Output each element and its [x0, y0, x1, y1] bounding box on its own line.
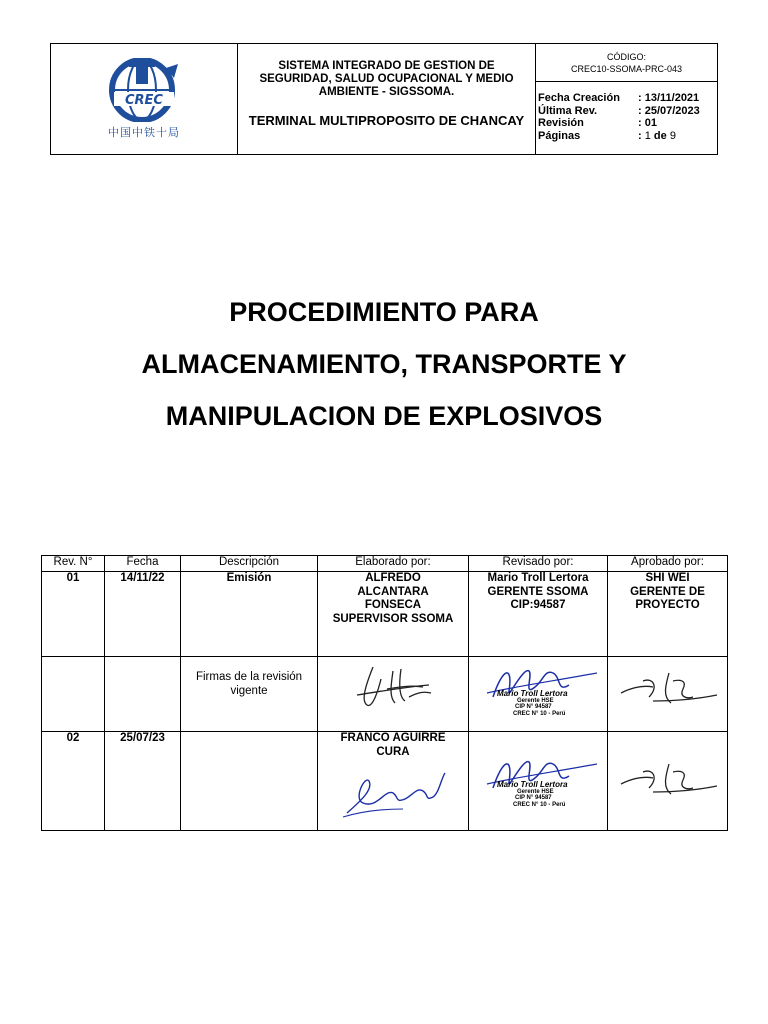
elaborado-line: FONSECA	[364, 599, 422, 611]
pages-sep: :	[638, 129, 642, 142]
revisado-line: GERENTE SSOMA	[487, 585, 589, 598]
meta-key: Revisión	[538, 117, 584, 129]
th-elaborado: Elaborado por:	[318, 556, 469, 572]
title-line-1: PROCEDIMIENTO PARA	[229, 297, 539, 327]
cell-date: 14/11/22	[105, 572, 181, 657]
stamp-line: CREC N° 10 - Perú	[513, 710, 566, 717]
meta-row-pages	[538, 130, 717, 143]
stamp-name: Mario Troll Lertora	[497, 689, 568, 698]
cell-empty	[42, 657, 105, 732]
cell-signature-revisado-2	[469, 732, 608, 831]
cell-revisado	[469, 572, 608, 657]
meta-row-creation	[538, 92, 717, 105]
signature-aprobado-2-icon	[613, 748, 723, 810]
cell-empty	[105, 657, 181, 732]
meta-row-last-rev	[538, 105, 717, 118]
svg-text:CREC: CREC	[125, 93, 163, 108]
cell-elaborado	[318, 732, 469, 831]
aprobado-line: GERENTE DE	[630, 585, 705, 598]
elaborado-line: ALFREDO	[365, 572, 421, 584]
cell-date: 25/07/23	[105, 732, 181, 831]
elaborado-line: FRANCO AGUIRRE	[340, 732, 446, 744]
signature-label-line: vigente	[230, 684, 268, 697]
pages-current: 1	[644, 129, 651, 142]
revision-table	[41, 555, 728, 831]
meta-key: Páginas	[538, 129, 581, 142]
signature-elaborado-icon	[343, 657, 443, 717]
cell-aprobado	[608, 572, 728, 657]
logo-cell	[51, 44, 238, 154]
stamp-line: CIP N° 94587	[515, 795, 552, 801]
meta-key: Última Rev.	[538, 104, 598, 117]
cell-signature-revisado	[469, 657, 608, 732]
elaborado-line: CURA	[376, 745, 410, 758]
th-description: Descripción	[181, 556, 318, 572]
cell-signature-elaborado	[318, 657, 469, 732]
title-line-2: ALMACENAMIENTO, TRANSPORTE Y	[141, 349, 627, 379]
elaborado-text	[318, 732, 468, 759]
cell-rev: 02	[42, 732, 105, 831]
cell-signature-aprobado-2	[608, 732, 728, 831]
stamp-revisado-row3	[497, 782, 568, 808]
cell-elaborado	[318, 572, 469, 657]
revision-table-header	[42, 556, 728, 572]
elaborado-line: SUPERVISOR SSOMA	[332, 612, 454, 625]
code-label: CÓDIGO:	[606, 52, 646, 62]
stamp-name: Mario Troll Lertora	[497, 780, 568, 789]
document-title	[0, 286, 768, 442]
th-aprobado: Aprobado por:	[608, 556, 728, 572]
th-revisado: Revisado por:	[469, 556, 608, 572]
aprobado-line: SHI WEI	[645, 572, 690, 584]
revisado-line: CIP:94587	[510, 599, 566, 611]
signature-label-line: Firmas de la revisión	[195, 671, 303, 683]
th-rev: Rev. N°	[42, 556, 105, 572]
elaborado-line: ALCANTARA	[357, 585, 429, 598]
table-row	[42, 732, 728, 831]
cell-description: Emisión	[181, 572, 318, 657]
header-title-cell	[238, 44, 536, 154]
pages-total: 9	[669, 129, 676, 142]
signature-elaborado-2-icon	[333, 759, 453, 821]
table-row	[42, 572, 728, 657]
stamp-line: Gerente HSE	[517, 697, 554, 704]
signature-aprobado-icon	[613, 657, 723, 717]
revisado-line: Mario Troll Lertora	[487, 572, 589, 584]
meta-value: : 25/07/2023	[638, 104, 700, 117]
th-date: Fecha	[105, 556, 181, 572]
logo-caption: 中国中铁十局	[108, 126, 180, 139]
pages-value	[638, 130, 676, 143]
code-value: CREC10-SSOMA-PRC-043	[570, 64, 683, 74]
code-box	[536, 44, 717, 82]
title-line-3: MANIPULACION DE EXPLOSIVOS	[165, 401, 603, 431]
stamp-line: CIP N° 94587	[515, 704, 552, 710]
stamp-line: Gerente HSE	[517, 788, 554, 795]
pages-of: de	[653, 129, 667, 142]
crec-logo-icon	[104, 58, 184, 122]
cell-signature-aprobado	[608, 657, 728, 732]
document-header	[50, 43, 718, 155]
meta-value: : 13/11/2021	[638, 92, 700, 104]
project-title: TERMINAL MULTIPROPOSITO DE CHANCAY	[248, 113, 525, 128]
cell-signatures-label	[181, 657, 318, 732]
cell-empty	[181, 732, 318, 831]
header-meta-cell	[536, 44, 717, 154]
system-title: SISTEMA INTEGRADO DE GESTION DE SEGURIDAD, SALUD OCUPACIONAL Y MEDIO AMBIENTE - SIGSSOMA.	[259, 60, 514, 98]
stamp-line: CREC N° 10 - Perú	[513, 801, 566, 808]
table-row	[42, 657, 728, 732]
meta-rows	[536, 82, 717, 142]
meta-key: Fecha Creación	[538, 92, 620, 104]
meta-row-revision	[538, 117, 717, 130]
meta-value: : 01	[638, 117, 657, 129]
cell-rev: 01	[42, 572, 105, 657]
stamp-revisado-row2	[497, 691, 568, 717]
aprobado-line: PROYECTO	[635, 599, 700, 611]
